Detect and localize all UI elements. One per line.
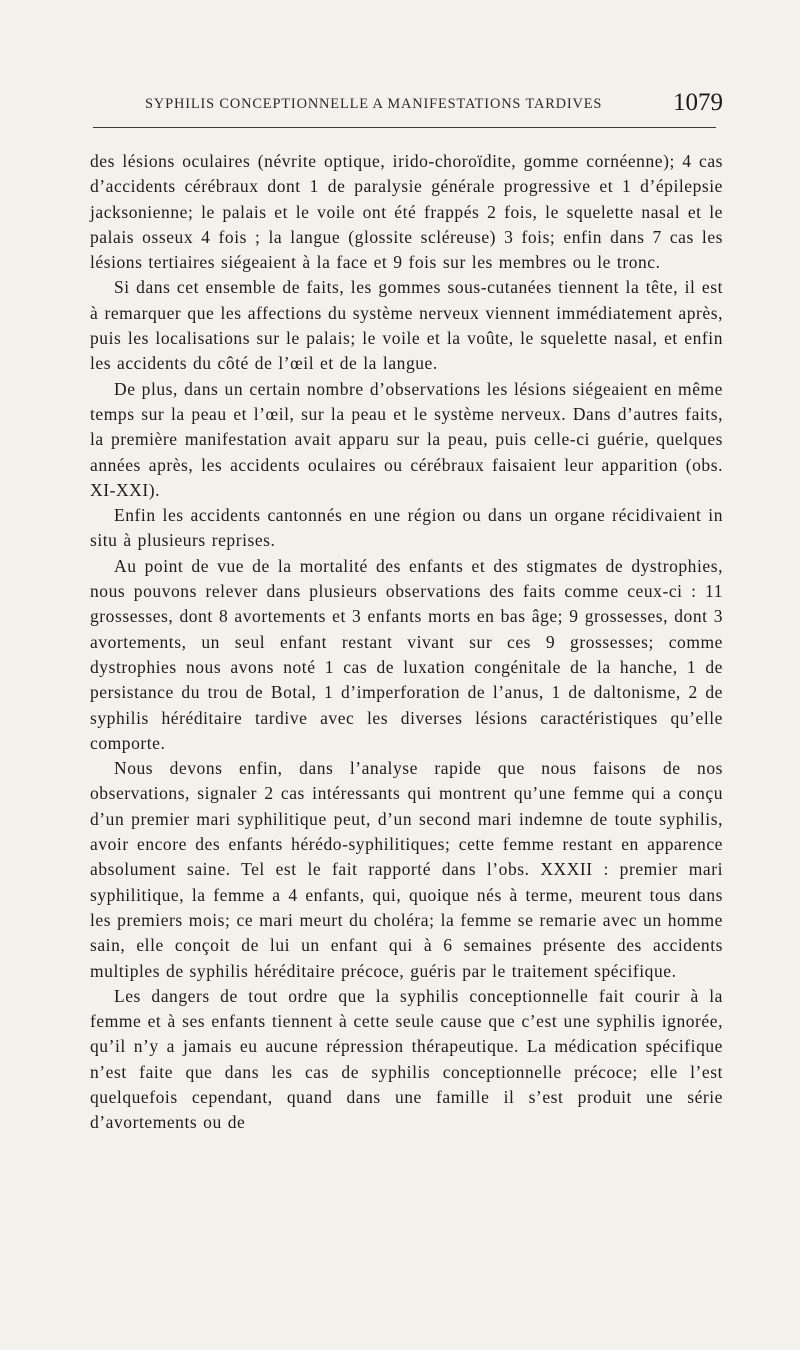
paragraph: Si dans cet ensemble de faits, les gommes sous-cutanées tiennent la tête, il est à remarquer que les affections du système nerveux viennent immédiatement après, puis les localisations sur le palais; le voile et la voûte, le squelette nasal, et enfin les accidents du côté de l’œil et de la langue. <box>90 277 723 374</box>
paragraph: Au point de vue de la mortalité des enfants et des stigmates de dystrophies, nous pouvons relever dans plusieurs observations des faits comme ceux-ci : 11 grossesses, dont 8 avortements et 3 enfants morts en bas âge; 9 grossesses, dont 3 avortements, un seul enfant restant vivant sur ces 9 grossesses; comme dystrophies nous avons noté 1 cas de luxation congénitale de la hanche, 1 de persistance du trou de Botal, 1 d’imperforation de l’anus, 1 de daltonisme, 2 de syphilis héréditaire tardive avec les diverses lésions caractéristiques qu’elle comporte. <box>90 555 723 753</box>
paragraph: Les dangers de tout ordre que la syphilis conceptionnelle fait courir à la femme et à ses enfants tiennent à cette seule cause que c’est une syphilis ignorée, qu’il n’y a jamais eu aucune répression thérapeutique. La médication spécifique n’est faite que dans les cas de syphilis conceptionnelle précoce; elle l’est quelquefois cependant, quand dans une famille il s’est produit une série d’avortements ou de <box>90 985 723 1133</box>
paragraph: Enfin les accidents cantonnés en une région ou dans un organe récidivaient in situ à plusieurs reprises. <box>90 505 723 551</box>
running-title: SYPHILIS CONCEPTIONNELLE A MANIFESTATIONS TARDIVES <box>145 96 603 112</box>
body-text <box>90 149 723 1136</box>
paragraph: De plus, dans un certain nombre d’observations les lésions siégeaient en même temps sur la peau et l’œil, sur la peau et le système nerveux. Dans d’autres faits, la première manifestation avait apparu sur la peau, puis celle-ci guérie, quelques années après, les accidents oculaires ou cérébraux faisaient leur apparition (obs. XI-XXI). <box>90 378 723 500</box>
page-number: 1079 <box>673 89 723 116</box>
header-rule <box>93 127 716 128</box>
running-header <box>145 88 723 120</box>
paragraph: Nous devons enfin, dans l’analyse rapide que nous faisons de nos observations, signaler 2 cas intéressants qui montrent qu’une femme qui a conçu d’un premier mari syphilitique peut, d’un second mari indemne de toute syphilis, avoir encore des enfants hérédo-syphilitiques; cette femme restant en apparence absolument saine. Tel est le fait rapporté dans l’obs. XXXII : premier mari syphilitique, la femme a 4 enfants, qui, quoique nés à terme, meurent tous dans les premiers mois; ce mari meurt du choléra; la femme se remarie avec un homme sain, elle conçoit de lui un enfant qui à 6 semaines présente des accidents multiples de syphilis héréditaire précoce, guéris par le traitement spécifique. <box>90 758 723 981</box>
paragraph-continuation: des lésions oculaires (névrite optique, irido-choroïdite, gomme cornéenne); 4 cas d’accidents cérébraux dont 1 de paralysie générale progressive et 1 d’épilepsie jacksonienne; le palais et le voile ont été frappés 2 fois, le squelette nasal et le palais osseux 4 fois ; la langue (glossite scléreuse) 3 fois; enfin dans 7 cas les lésions tertiaires siégeaient à la face et 9 fois sur les membres ou le tronc. <box>90 151 723 273</box>
